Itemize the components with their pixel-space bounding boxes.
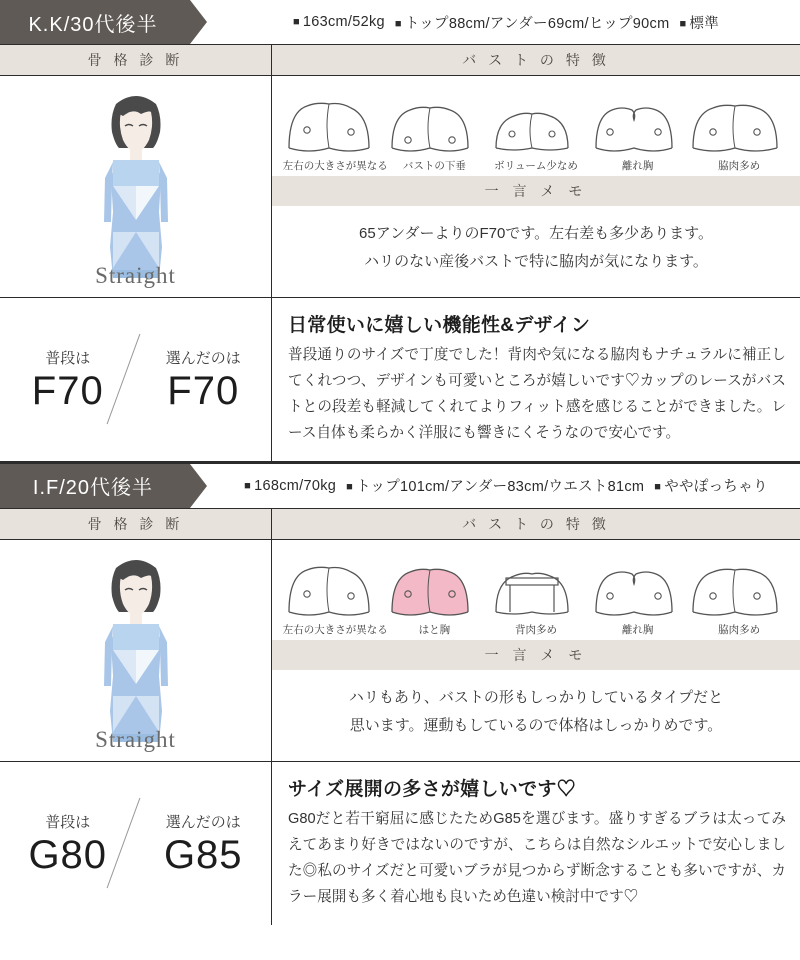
usual-size-caption: 普段は: [45, 813, 91, 831]
bust-item: [588, 90, 688, 173]
body-type-label: Straight: [95, 726, 176, 752]
review-card: [0, 461, 800, 925]
bust-item: [689, 90, 789, 173]
bust-label: 背肉多め: [514, 623, 557, 636]
usual-size-caption: 普段は: [45, 349, 91, 367]
chosen-size-caption: 選んだのは: [165, 813, 241, 831]
bust-label: はと胸: [418, 623, 451, 636]
spec-item: ■ トップ88cm/アンダー69cm/ヒップ90cm: [395, 12, 670, 33]
comment-text: 普段通りのサイズで丁度でした！背肉や気になる脇肉もナチュラルに補正してくれつつ、デザインも可愛いところが嬉しいです♡カップのレースがバストとの段差も軽減してくれてよりフィット感を感じることができました。レース自体も柔らかく洋服にも響きにくそうなので安心です。: [288, 347, 786, 441]
spec-item: ■ 163cm/52kg: [293, 14, 385, 30]
body-type-column: [0, 509, 272, 761]
bust-item: [384, 554, 484, 637]
bust-label: ボリューム少なめ: [494, 160, 578, 172]
female-figure-icon: [61, 82, 211, 287]
comment-box: [272, 762, 800, 925]
size-comparison: [0, 762, 272, 925]
bust-item: [486, 554, 586, 637]
body-type-band: 骨 格 診 断: [0, 45, 271, 76]
bust-feature-column: [272, 45, 800, 297]
body-type-band: 骨 格 診 断: [0, 509, 271, 540]
bust-label: 離れ胸: [621, 623, 654, 636]
bust-label: 離れ胸: [621, 160, 654, 172]
size-divider: [136, 762, 137, 925]
bust-item: [689, 554, 789, 637]
review-bottom: [0, 762, 800, 925]
reviewer-name: I.F/20代後半: [0, 464, 190, 508]
bust-side-flesh-icon: [689, 90, 781, 156]
reviewer-specs: [190, 464, 800, 508]
reviewer-name: K.K/30代後半: [0, 0, 190, 44]
bust-uneven-icon: [283, 554, 375, 620]
body-type-label: Straight: [95, 263, 176, 288]
body-figure: [0, 540, 271, 755]
spec-item: ■ 168cm/70kg: [244, 478, 336, 494]
comment-title: サイズ展開の多さが嬉しいです♡: [288, 778, 576, 800]
body-figure: [0, 76, 271, 291]
bust-item: [486, 90, 586, 173]
bust-label: バストの下垂: [402, 160, 466, 172]
memo-line: ハリもあり、バストの形もしっかりしているタイプだと: [348, 688, 724, 706]
review-body: [0, 509, 800, 762]
bust-side-flesh-icon: [689, 554, 781, 620]
memo-line: 思います。運動もしているので体格はしっかりめです。: [349, 716, 723, 734]
bust-item: [384, 90, 484, 173]
review-header: [0, 0, 800, 45]
size-divider: [136, 298, 137, 461]
bust-label: 脇肉多め: [718, 623, 761, 636]
chosen-size-cell: [136, 347, 272, 412]
bust-label: 脇肉多め: [718, 160, 761, 172]
chosen-size-caption: 選んだのは: [165, 349, 241, 367]
memo-line: 65アンダーよりのF70です。左右差も多少あります。: [359, 225, 713, 242]
size-comparison: [0, 298, 272, 461]
comment-title: 日常使いに嬉しい機能性&デザイン: [288, 315, 591, 336]
spec-item: ■ トップ101cm/アンダー83cm/ウエスト81cm: [346, 475, 644, 496]
bust-item: [282, 90, 388, 173]
chosen-size-value: F70: [167, 368, 240, 413]
spec-item: ■ ややぽっちゃり: [654, 475, 768, 496]
memo-text: [272, 670, 800, 756]
bust-item: [588, 554, 688, 637]
bust-label: 左右の大きさが異なる: [282, 160, 388, 172]
bust-feature-band: バ ス ト の 特 徴: [272, 509, 800, 540]
memo-text: [272, 206, 800, 292]
bust-icons-row: [272, 540, 800, 639]
review-card: [0, 0, 800, 461]
bust-feature-band: バ ス ト の 特 徴: [272, 45, 800, 76]
memo-line: ハリのない産後バストで特に脇肉が気になります。: [364, 252, 708, 270]
spec-item: ■ 標準: [679, 12, 719, 33]
usual-size-value: F70: [31, 368, 104, 413]
bust-back-flesh-icon: [486, 554, 578, 620]
bust-feature-column: [272, 509, 800, 761]
bust-sagging-icon: [384, 90, 476, 156]
comment-box: [272, 298, 800, 461]
bust-small-volume-icon: [486, 90, 578, 156]
bust-wide-set-icon: [588, 554, 680, 620]
bust-uneven-icon: [283, 90, 375, 156]
bust-wide-set-icon: [588, 90, 680, 156]
reviewer-specs: [190, 0, 800, 44]
chosen-size-value: G85: [163, 832, 243, 877]
bust-item: [282, 554, 388, 637]
bust-icons-row: [272, 76, 800, 175]
body-type-column: [0, 45, 272, 297]
comment-text: G80だと若干窮屈に感じたためG85を選びます。盛りすぎるブラは太ってみえてあまり好きではないのですが、こちらは自然なシルエットで安心しました◎私のサイズだと可愛いブラが見つからず断念することも多いですが、カラー展開も多く着心地も良いため色違い検討中です♡: [288, 810, 786, 905]
memo-band: 一 言 メ モ: [272, 175, 800, 206]
female-figure-icon: [61, 546, 211, 751]
bust-label: 左右の大きさが異なる: [282, 623, 388, 636]
memo-band: 一 言 メ モ: [272, 639, 800, 670]
bust-pigeon-chest-icon: [384, 554, 476, 620]
chosen-size-cell: [136, 811, 272, 876]
review-body: [0, 45, 800, 298]
usual-size-value: G80: [28, 832, 108, 877]
review-bottom: [0, 298, 800, 461]
review-header: [0, 464, 800, 509]
